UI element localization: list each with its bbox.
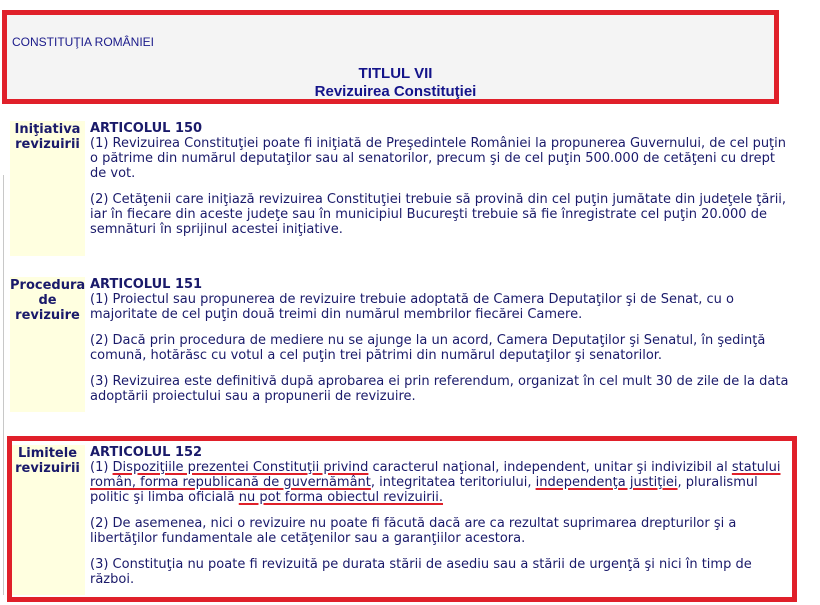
underlined-phrase: nu pot forma obiectul revizuirii. (238, 490, 444, 505)
side-label-initiative (10, 121, 85, 256)
side-label-line: revizuirii (15, 461, 80, 476)
text-fragment: caracterul naţional, independent, unitar şi indivizibil al (368, 460, 732, 475)
article-150-content (90, 121, 790, 248)
side-label-line: Iniţiativa (14, 122, 81, 137)
title-header-box (2, 10, 779, 104)
side-label-line: Limitele (17, 446, 78, 461)
side-label-line: revizuire (15, 308, 80, 323)
underlined-phrase: Dispoziţiile prezentei Constituţii privind (112, 460, 369, 475)
article-title: ARTICOLUL 150 (90, 121, 203, 136)
underlined-phrase: independenţa justiţiei (535, 475, 678, 490)
article-title: ARTICOLUL 152 (90, 445, 203, 460)
text-fragment: , pluralismul politic şi limba oficială (90, 475, 758, 505)
text-fragment: (1) (90, 460, 113, 475)
article-152-content (90, 445, 790, 598)
article-title: ARTICOLUL 151 (90, 277, 203, 292)
side-label-line: revizuirii (15, 137, 80, 152)
paragraph: (2) De asemenea, nici o revizuire nu poate fi făcută dacă are ca rezultat suprimarea drepturilor şi a libertăţilor fundamentale ale cetăţenilor sau a garanţiilor acestora. (90, 516, 737, 546)
paragraph: (2) Cetăţenii care iniţiază revizuirea Constituţiei trebuie să provină din cel puţin jumătate din judeţele ţării, iar în fiecare din aceste judeţe sau în municipiul Bucureşti trebuie să fie înregistrate cel puţin 20.000 de semnături în sprijinul acestei iniţiative. (90, 192, 787, 237)
paragraph: (3) Constituţia nu poate fi revizuită pe durata stării de asediu sau a stării de urgenţă şi nici în timp de război. (90, 557, 752, 587)
paragraph-highlighted (90, 460, 790, 505)
side-label-line: Procedura (10, 278, 86, 293)
left-scroll-edge (0, 175, 4, 595)
article-151-content (90, 277, 790, 415)
article-151-section (10, 277, 790, 412)
underlined-phrase: statului român, forma republicană de guvernământ (90, 460, 781, 490)
article-150-section (10, 121, 790, 256)
constitution-name: CONSTITUŢIA ROMÂNIEI (12, 35, 155, 49)
side-label-line: de (38, 293, 57, 308)
title-name: Revizuirea Constituţiei (314, 83, 477, 100)
side-label-limits (10, 445, 85, 595)
paragraph: (2) Dacă prin procedura de mediere nu se ajunge la un acord, Camera Deputaţilor şi Senatul, în şedinţă comună, hotărăsc cu votul a cel puţin trei pătrimi din numărul deputaţilor şi senatorilor. (90, 333, 766, 363)
paragraph: (1) Revizuirea Constituţiei poate fi iniţiată de Preşedintele României la propunerea Guvernului, de cel puţin o pătrime din numărul deputaţilor sau al senatorilor, precum şi de cel puţin 500.000 de cetăţeni cu drept de vot. (90, 136, 787, 181)
paragraph: (3) Revizuirea este definitivă după aprobarea ei prin referendum, organizat în cel mult 30 de zile de la data adoptării proiectului sau a propunerii de revizuire. (90, 374, 789, 404)
title-number: TITLUL VII (358, 65, 433, 82)
article-152-section (10, 445, 790, 595)
side-label-procedure (10, 277, 85, 412)
paragraph: (1) Proiectul sau propunerea de revizuire trebuie adoptată de Camera Deputaţilor şi de Senat, cu o majoritate de cel puţin două treimi din numărul membrilor fiecărei Camere. (90, 292, 734, 322)
text-fragment: , integritatea teritoriului, (370, 475, 536, 490)
